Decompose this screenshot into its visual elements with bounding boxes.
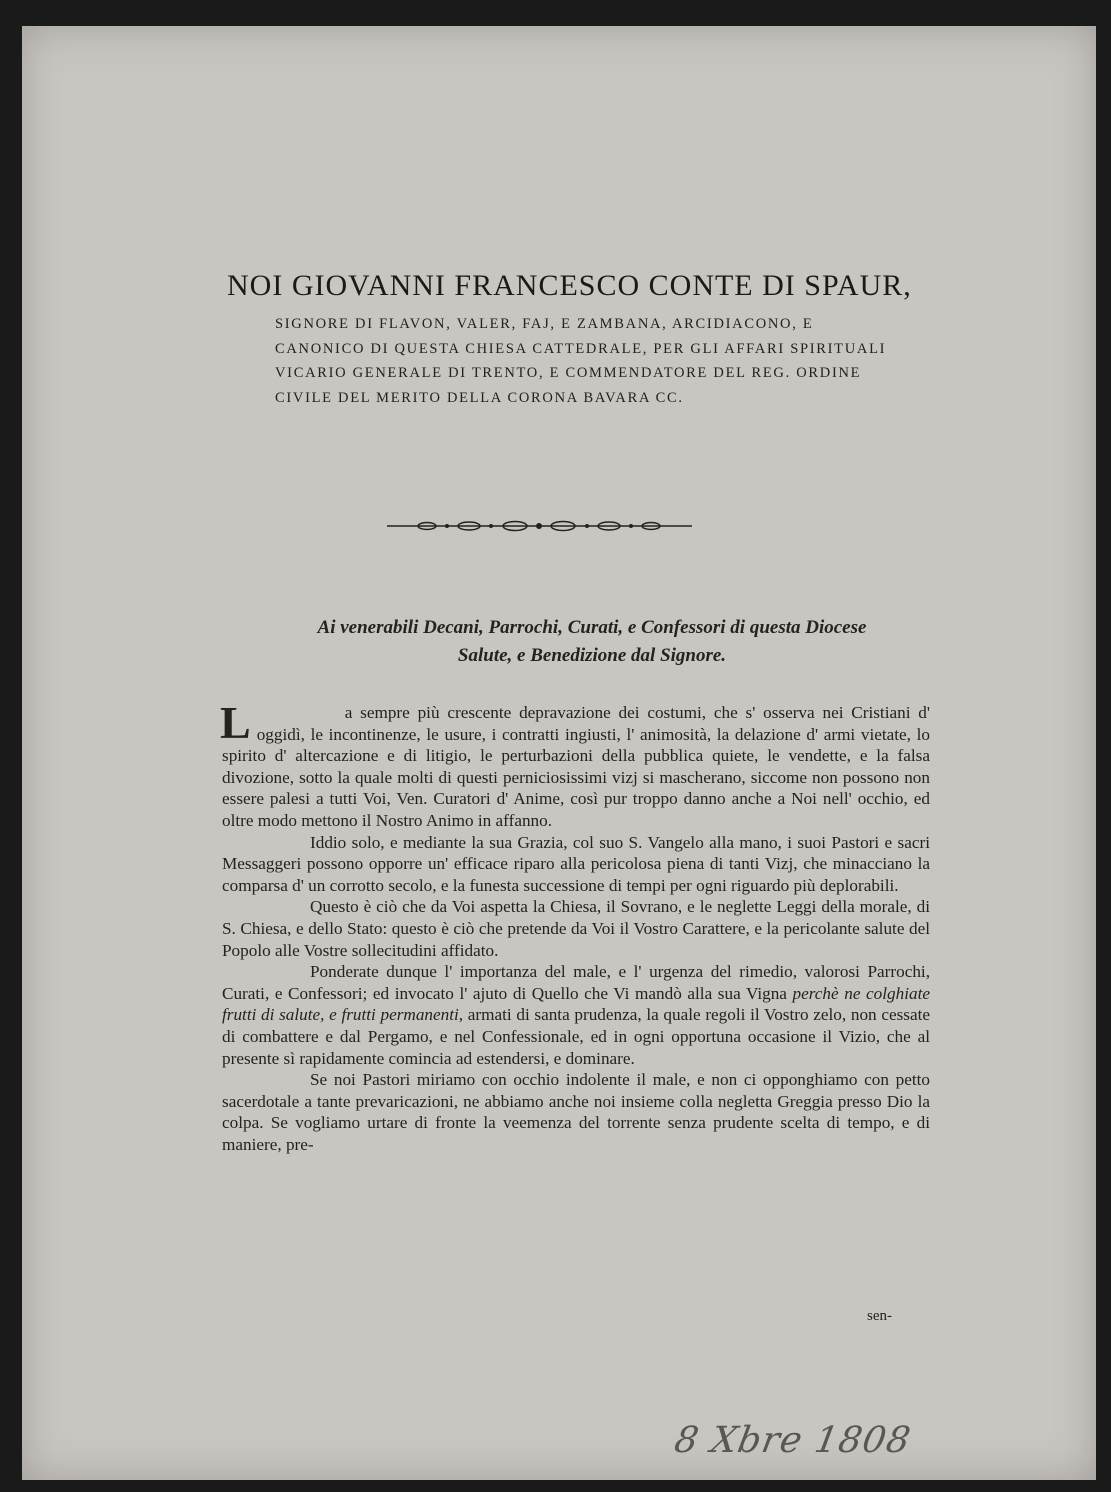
- subtitle-line: SIGNORE DI FLAVON, VALER, FAJ, E ZAMBANA, ARCIDIACONO, E: [275, 316, 814, 332]
- subtitle-line: CANONICO DI QUESTA CHIESA CATTEDRALE, PER GLI AFFARI SPIRITUALI: [275, 340, 887, 357]
- paragraph-1: [220, 697, 930, 832]
- paragraph-4: [222, 961, 930, 1069]
- document-title: NOI GIOVANNI FRANCESCO CONTE DI SPAUR,: [227, 269, 912, 302]
- paragraph-3: Questo è ciò che da Voi aspetta la Chiesa, il Sovrano, e le neglette Leggi della morale, di S. Chiesa, e dello Stato: questo è ciò che pretende da Voi il Vostro Carattere, e la pericolante salute del Popolo alle Vostre sollecitudini affidato.: [222, 897, 930, 960]
- salutation: [247, 614, 937, 670]
- document-page: [22, 26, 1096, 1480]
- paragraph-4-italic: perchè ne colghiate frutti di salute, e frutti permanenti: [222, 983, 931, 1025]
- paragraph-4-text-a: Ponderate dunque l' importanza del male, e l' urgenza del rimedio, valorosi Parrochi, Curati, e Confessori; ed invocato l' ajuto di Quello che Vi mandò alla sua Vigna: [222, 962, 930, 1003]
- catchword: sen-: [867, 1308, 892, 1324]
- subtitle-line: VICARIO GENERALE DI TRENTO, E COMMENDATORE DEL REG. ORDINE: [275, 365, 862, 381]
- salutation-line-2: Salute, e Benedizione dal Signore.: [457, 645, 727, 666]
- paragraph-1-text: a sempre più crescente depravazione dei costumi, che s' osserva nei Cristiani d' oggidì, le incontinenze, le usure, i contratti ingiusti, l' animosità, la delazione d' armi vietate, lo spirito d' altercazione e di litigio, le perturbazioni della pubblica quiete, le vendette, e la falsa divozione, sotto la quale molti di questi perniciosissimi vizj si mascherano, siccome non possono non essere palesi a tutti Voi, Ven. Curatori d' Anime, così pur troppo danno anche a Noi nell' occhio, ed oltre modo mettono il Nostro Animo in affanno.: [222, 703, 930, 830]
- paragraph-4-text-c: , armati di santa prudenza, la quale regoli il Vostro zelo, non cessate di combattere e dal Pergamo, e nel Confessionale, ed in ogni opportuna occasione il Vizio, che al presente sì rapidamente comincia ad estendersi, e dominare.: [222, 1005, 930, 1068]
- salutation-line-1: Ai venerabili Decani, Parrochi, Curati, e Confessori di questa Diocese: [317, 617, 867, 638]
- paragraph-2: Iddio solo, e mediante la sua Grazia, col suo S. Vangelo alla mano, i suoi Pastori e sacri Messaggeri possono opporre un' efficace riparo alla pericolosa piena di tanti Vizj, che minacciano la comparsa d' un corrotto secolo, e la funesta successione di tempi per ogni riguardo più deplorabili.: [222, 832, 930, 895]
- ornamental-divider: [387, 517, 692, 535]
- handwritten-date: 8 Xbre 1808: [671, 1420, 915, 1461]
- drop-cap: L: [220, 697, 251, 748]
- document-body: [220, 697, 931, 1155]
- paragraph-5: Se noi Pastori miriamo con occhio indolente il male, e non ci opponghiamo con petto sacerdotale a tante prevaricazioni, ne abbiamo anche noi insieme colla negletta Greggia presso Dio la colpa. Se vogliamo urtare di fronte la veemenza del torrente senza prudente scelta di tempo, e di maniere, pre-: [222, 1070, 930, 1154]
- document-subtitle: [275, 312, 945, 410]
- subtitle-line: CIVILE DEL MERITO DELLA CORONA BAVARA CC.: [275, 389, 684, 406]
